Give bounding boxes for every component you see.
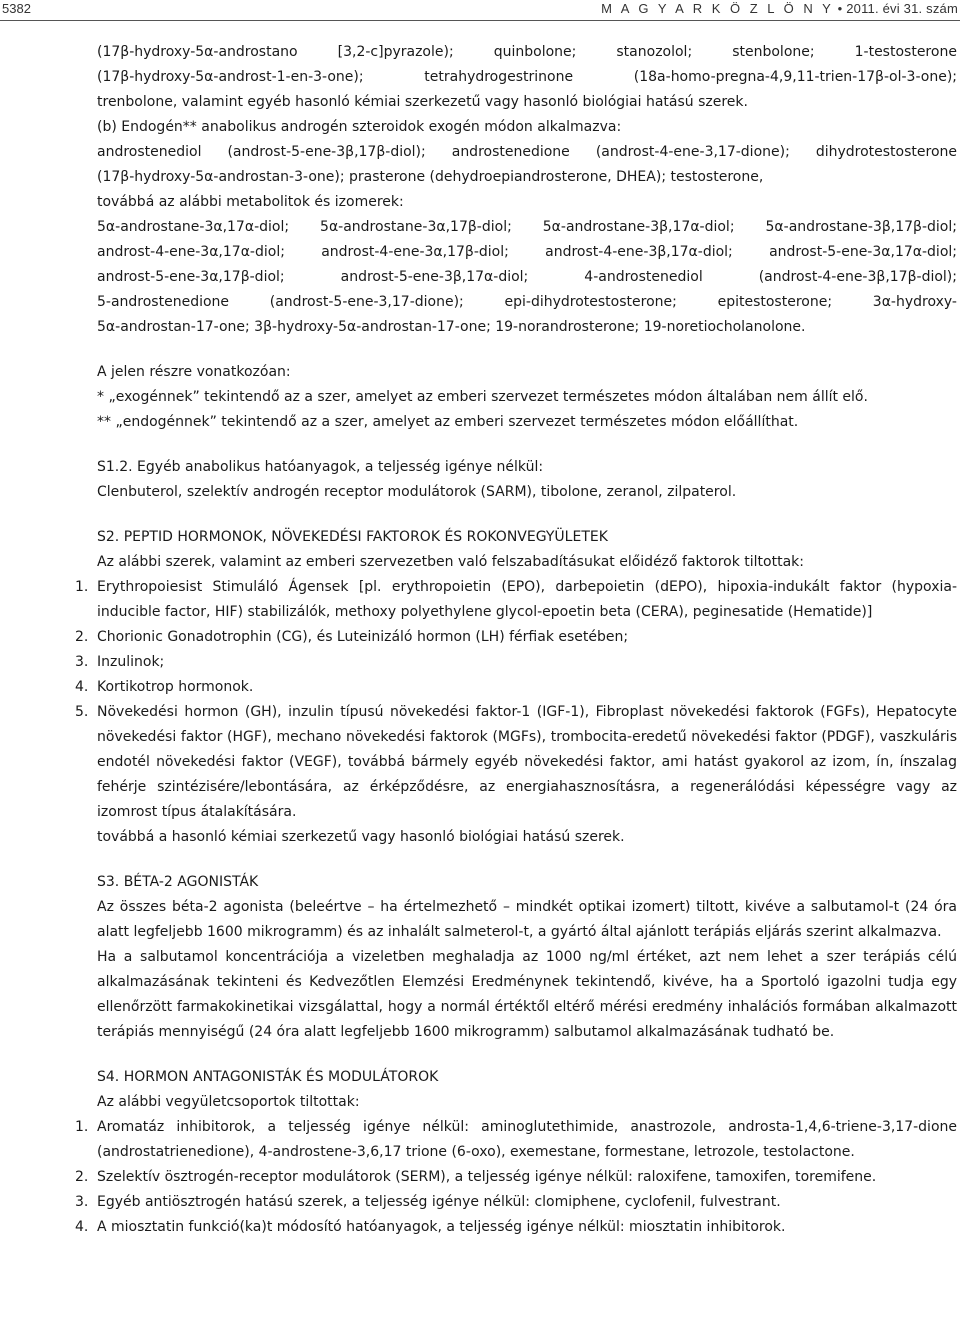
metabolite: (androst-5-ene-3,17-dione); [269, 294, 464, 310]
metabolite-line [97, 215, 957, 240]
paragraph-line: (17β-hydroxy-5α-androstan-3-one); prasterone (dehydroepiandrosterone, DHEA); testosterone, [97, 169, 764, 185]
list-text: Kortikotrop hormonok. [97, 679, 254, 695]
metabolite: epi-dihydrotestosterone; [504, 294, 677, 310]
metabolite-line [97, 240, 957, 265]
compound: dihydrotestosterone [815, 144, 957, 160]
paragraph: Az összes béta-2 agonista (beleértve – ha értelmezhető – mindkét optikai izomert) tiltott, kivéve a salbutamol-t (24 óra alatt legfeljebb 1600 mikrogramm) és az inhalált salmeterol-t, a gyártó által ajánlott terápiás eljárás szerint alkalmazva. [97, 899, 957, 940]
header-publication [601, 1, 958, 16]
list-number: 1. [75, 1119, 89, 1135]
compound: 1-testosterone [854, 44, 957, 60]
paragraph-line: 5α-androstan-17-one; 3β-hydroxy-5α-androstan-17-one; 19-norandrosterone; 19-noretiocholanolone. [97, 319, 806, 335]
compound: (18a-homo-pregna-4,9,11-trien-17β-ol-3-one); [633, 69, 957, 85]
metabolite-line [97, 265, 957, 290]
notes-intro: A jelen részre vonatkozóan: [97, 364, 291, 380]
metabolite: androst-5-ene-3β,17α-diol; [340, 269, 529, 285]
list-item [75, 650, 957, 675]
list-number: 2. [75, 629, 89, 645]
paragraph-line: trenbolone, valamint egyéb hasonló kémiai szerkezetű vagy hasonló biológiai hatású szerek. [97, 94, 748, 110]
compound-line [97, 40, 957, 65]
section-heading-s3: S3. BÉTA-2 AGONISTÁK [97, 874, 259, 890]
list-number: 1. [75, 579, 89, 595]
list-text: Chorionic Gonadotrophin (CG), és Luteinizáló hormon (LH) férfiak esetében; [97, 629, 629, 645]
paragraph-line: továbbá az alábbi metabolitok és izomerek: [97, 194, 404, 210]
header-bullet: • [837, 1, 847, 16]
metabolite: androst-5-ene-3α,17α-diol; [769, 244, 957, 260]
metabolite: 5-androstenedione [97, 294, 230, 310]
header-rule [0, 20, 960, 21]
note-endogenous: ** „endogénnek” tekintendő az a szer, amelyet az emberi szervezet természetes módon előállíthat. [97, 414, 799, 430]
compound: quinbolone; [493, 44, 577, 60]
list-text: Növekedési hormon (GH), inzulin típusú növekedési faktor-1 (IGF-1), Fibroplast növekedési faktorok (FGFs), Hepatocyte növekedési faktor (HGF), mechano növekedési faktorok (MGFs), trombocita-eredetű növekedési faktor (PDGF), vaszkuláris endotél növekedési faktor (VEGF), továbbá bármely egyéb növekedési faktor, ami hatást gyakorol az izom, ín, ínszalag fehérje szintézisére/lebontására, az érképződésre, az energiahasznosításra, a regenerálódási képességre vagy az izomrost típus átalakítására. [97, 704, 957, 820]
page-header [0, 0, 960, 22]
list-number: 3. [75, 1194, 89, 1210]
note-exogenous: * „exogénnek” tekintendő az a szer, amelyet az emberi szervezet természetes módon általában nem állít elő. [97, 389, 868, 405]
metabolite-line [97, 290, 957, 315]
metabolite: 5α-androstane-3α,17α-diol; [97, 219, 290, 235]
metabolite: androst-4-ene-3α,17β-diol; [321, 244, 509, 260]
section-closing-s2: továbbá a hasonló kémiai szerkezetű vagy hasonló biológiai hatású szerek. [97, 829, 625, 845]
subsection-heading: (b) Endogén** anabolikus androgén szteroidok exogén módon alkalmazva: [97, 119, 622, 135]
metabolite: 5α-androstane-3α,17β-diol; [320, 219, 512, 235]
list-number: 2. [75, 1169, 89, 1185]
publication-title: M A G Y A R K Ö Z L Ö N Y [601, 1, 834, 16]
metabolite: 3α-hydroxy- [872, 294, 957, 310]
list-number: 4. [75, 1219, 89, 1235]
compound: (androst-5-ene-3β,17β-diol); [227, 144, 426, 160]
metabolite: 4-androstenediol [584, 269, 703, 285]
section-intro-s2: Az alábbi szerek, valamint az emberi szervezetben való felszabadításukat előidéző faktorok tiltottak: [97, 554, 804, 570]
issue-label: 2011. évi 31. szám [846, 1, 958, 16]
list-number: 5. [75, 704, 89, 720]
metabolite: epitestosterone; [717, 294, 833, 310]
list-text: Egyéb antiösztrogén hatású szerek, a teljesség igénye nélkül: clomiphene, cyclofenil, fulvestrant. [97, 1194, 781, 1210]
document-body [75, 40, 957, 1240]
list-text: Aromatáz inhibitorok, a teljesség igénye nélkül: aminoglutethimide, anastrozole, androsta-1,4,6-triene-3,17-dione (androstatrienedione), 4-androstene-3,6,17 trione (6-oxo), exemestane, formestane, letrozole, testolactone. [97, 1119, 957, 1160]
compound-line [97, 65, 957, 90]
paragraph: Ha a salbutamol koncentrációja a vizeletben meghaladja az 1000 ng/ml értéket, azt nem lehet a szer terápiás célú alkalmazásának tekinteni és Kedvezőtlen Elemzési Eredménynek tekintendő, kivéve, ha a Sportoló igazolni tudja egy ellenőrzött farmakokinetikai vizsgálattal, hogy a normál értéktől eltérő mérési eredmény inhalációs formában alkalmazott terápiás mennyiségű (24 óra alatt legfeljebb 1600 mikrogramm) salbutamol alkalmazásának tudható be. [97, 949, 957, 1040]
compound: stenbolone; [732, 44, 815, 60]
list-number: 3. [75, 654, 89, 670]
list-item [75, 675, 957, 700]
list-item [75, 1165, 957, 1190]
section-heading-s2: S2. PEPTID HORMONOK, NÖVEKEDÉSI FAKTOROK ÉS ROKONVEGYÜLETEK [97, 529, 608, 545]
metabolite: (androst-4-ene-3β,17β-diol); [758, 269, 957, 285]
compound: tetrahydrogestrinone [424, 69, 574, 85]
metabolite: 5α-androstane-3β,17α-diol; [542, 219, 735, 235]
section-body-s1-2: Clenbuterol, szelektív androgén receptor modulátorok (SARM), tibolone, zeranol, zilpaterol. [97, 484, 737, 500]
list-text: A miosztatin funkció(ka)t módosító hatóanyagok, a teljesség igénye nélkül: miosztatin inhibitorok. [97, 1219, 786, 1235]
list-item [75, 700, 957, 825]
compound: androstenedione [451, 144, 570, 160]
metabolite: androst-4-ene-3α,17α-diol; [97, 244, 285, 260]
compound-line [97, 140, 957, 165]
list-text: Erythropoiesist Stimuláló Ágensek [pl. erythropoietin (EPO), darbepoietin (dEPO), hipoxia-indukált faktor (hypoxia-inducible factor, HIF) stabilizálók, methoxy polyethylene glycol-epoetin beta (CERA), peginesatide (Hematide)] [97, 579, 957, 620]
list-text: Inzulinok; [97, 654, 165, 670]
metabolite: androst-4-ene-3β,17α-diol; [545, 244, 733, 260]
compound: (androst-4-ene-3,17-dione); [595, 144, 790, 160]
page-number: 5382 [2, 1, 31, 16]
section-heading-s1-2: S1.2. Egyéb anabolikus hatóanyagok, a teljesség igénye nélkül: [97, 459, 544, 475]
list-item [75, 1190, 957, 1215]
list-item [75, 575, 957, 625]
list-text: Szelektív ösztrogén-receptor modulátorok (SERM), a teljesség igénye nélkül: raloxifene, tamoxifen, toremifene. [97, 1169, 877, 1185]
list-item [75, 625, 957, 650]
compound: [3,2-c]pyrazole); [337, 44, 454, 60]
list-item [75, 1215, 957, 1240]
list-number: 4. [75, 679, 89, 695]
metabolite: androst-5-ene-3α,17β-diol; [97, 269, 285, 285]
metabolite: 5α-androstane-3β,17β-diol; [765, 219, 957, 235]
compound: (17β-hydroxy-5α-androstano [97, 44, 298, 60]
compound: stanozolol; [616, 44, 693, 60]
section-intro-s4: Az alábbi vegyületcsoportok tiltottak: [97, 1094, 360, 1110]
section-heading-s4: S4. HORMON ANTAGONISTÁK ÉS MODULÁTOROK [97, 1069, 439, 1085]
compound: androstenediol [97, 144, 202, 160]
list-item [75, 1115, 957, 1165]
compound: (17β-hydroxy-5α-androst-1-en-3-one); [97, 69, 364, 85]
